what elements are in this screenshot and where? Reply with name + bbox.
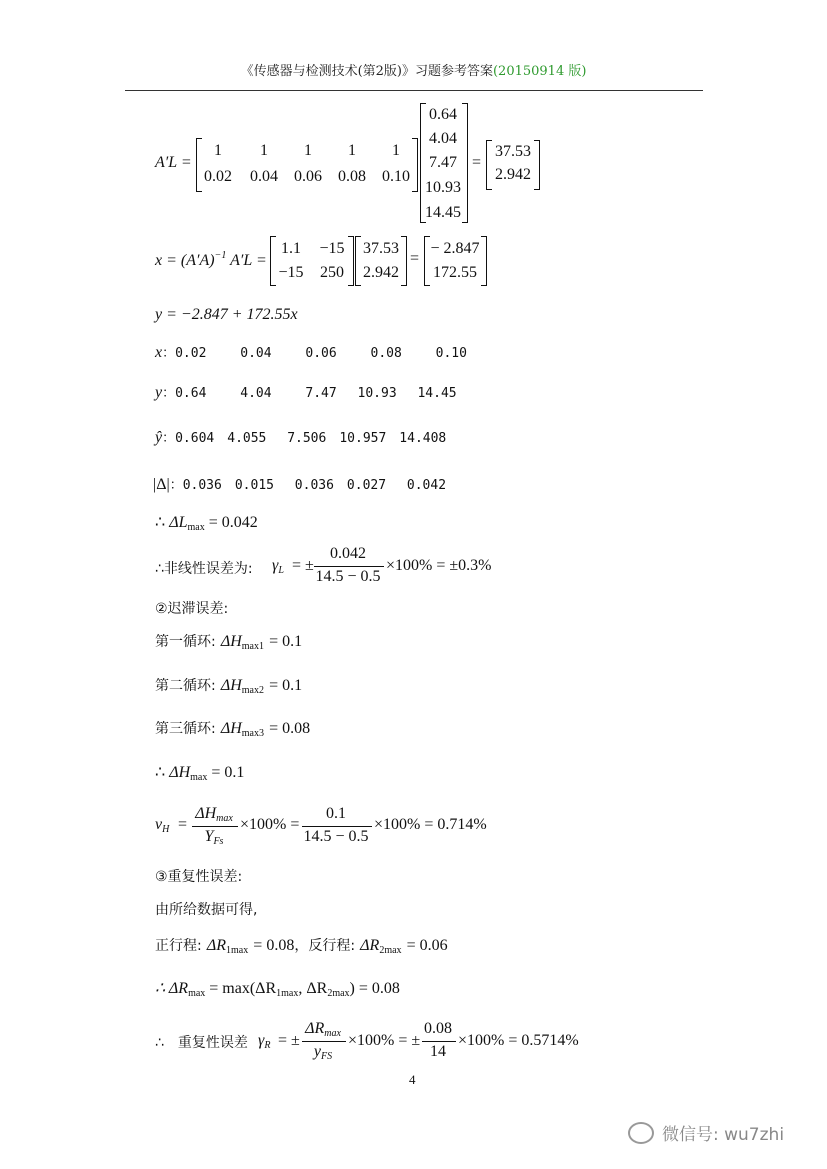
eq2-lhs2: A′L = — [230, 252, 267, 269]
row-yhat-label: ŷ — [155, 429, 163, 446]
gamma-r — [258, 1032, 270, 1051]
nu-num1-sub: max — [216, 813, 233, 824]
dh-value: = 0.1 — [211, 764, 245, 781]
repeat-den1-text: y — [313, 1043, 321, 1060]
m1-cell: 1 — [348, 142, 356, 159]
fit-line-equation: y = −2.847 + 172.55x — [155, 306, 298, 323]
m1-right-bracket — [412, 138, 418, 192]
m1-cell: 0.06 — [294, 168, 322, 185]
repeat-title: ③重复性误差: — [155, 869, 243, 885]
repeat-num1 — [300, 1020, 346, 1039]
r2-cell: − 2.847 — [430, 240, 480, 257]
row-y-label: y — [155, 384, 163, 401]
cycle-symbol: ΔH — [220, 677, 242, 694]
cycle-sub: max2 — [241, 685, 264, 696]
row-x — [155, 342, 467, 362]
m2-right-bracket — [348, 236, 354, 286]
m1-cell: 0.04 — [250, 168, 278, 185]
cycle-value: = 0.08 — [269, 720, 311, 737]
reverse-label: ，反行程: — [294, 938, 356, 954]
nu-eq: = — [178, 816, 188, 833]
therefore-symbol: ∴ — [155, 764, 166, 781]
vecL-cell: 10.93 — [425, 179, 461, 196]
cycle-sub: max3 — [241, 728, 264, 739]
nu-num2: 0.1 — [326, 805, 346, 822]
cycle-value: = 0.1 — [269, 677, 303, 694]
gamma-l-symbol: γ — [272, 557, 279, 574]
repeat-num1-sub: max — [324, 1028, 341, 1039]
forward-value: = 0.08 — [253, 937, 295, 954]
cycle-label: 第三循环: — [155, 721, 216, 737]
cycle-value: = 0.1 — [269, 633, 303, 650]
m1-cell: 1 — [214, 142, 222, 159]
m2-cell: −15 — [278, 264, 304, 281]
row-delta-values: ：0.036 0.015 0.036 0.027 0.042 — [169, 478, 447, 493]
dh-symbol: ΔH — [169, 764, 191, 781]
repeat-tail: ×100% = 0.5714% — [458, 1032, 579, 1049]
page-header — [0, 60, 827, 79]
repeat-den1 — [300, 1043, 346, 1062]
row-yhat-values: ：0.604 4.055 7.506 10.957 14.408 — [162, 431, 447, 446]
nonlinear-denominator: 14.5 − 0.5 — [315, 568, 381, 585]
repeat-den1-sub: FS — [321, 1051, 333, 1062]
row-y — [155, 382, 457, 402]
nonlinear-prefix: ∴非线性误差为: — [155, 561, 253, 577]
r2-cell: 172.55 — [433, 264, 477, 281]
header-title: 《传感器与检测技术(第2版)》习题参考答案 — [240, 64, 493, 79]
watermark-text: 微信号: wu7zhi — [662, 1125, 785, 1145]
nu-num1 — [190, 805, 238, 824]
nu-h — [155, 816, 169, 835]
r1-right-bracket — [534, 140, 540, 190]
repeat-frac2-line — [422, 1041, 456, 1042]
dl-symbol: ΔL — [169, 514, 188, 531]
header-rule — [125, 90, 703, 91]
wechat-icon — [628, 1122, 654, 1144]
r2-right-bracket — [481, 236, 487, 286]
gamma-r-symbol: γ — [258, 1032, 265, 1049]
hysteresis-title: ②迟滞误差: — [155, 601, 229, 617]
header-edition: (20150914 版) — [492, 64, 587, 79]
delta-l-max — [155, 512, 258, 533]
eq2-lhs-text: x = (A′A) — [155, 252, 215, 269]
dl-value: = 0.042 — [208, 514, 258, 531]
rmax-b: 2max — [327, 988, 350, 999]
strokes-row — [155, 935, 448, 956]
nonlinear-tail: ×100% = ±0.3% — [386, 557, 492, 574]
repeat-prefix: ∴ 重复性误差 — [155, 1035, 248, 1051]
nu-frac2-line — [302, 826, 372, 827]
nu-den1-sub: Fs — [213, 836, 224, 847]
page-number: 4 — [409, 1072, 416, 1087]
cycle-label: 第二循环: — [155, 678, 216, 694]
row-x-label: x — [155, 344, 163, 361]
repeat-num2: 0.08 — [424, 1020, 452, 1037]
nu-frac1-line — [192, 826, 238, 827]
cycle-row — [155, 675, 302, 696]
delta-h-max — [155, 762, 244, 783]
gamma-r-sub: R — [264, 1040, 271, 1051]
m2-cell: 1.1 — [281, 240, 301, 257]
r1-cell: 37.53 — [495, 143, 531, 160]
vecL-cell: 14.45 — [425, 204, 461, 221]
reverse-symbol: ΔR — [360, 937, 380, 954]
nu-num1-text: ΔH — [195, 805, 217, 822]
forward-sub: 1max — [225, 945, 249, 956]
row-delta — [153, 474, 446, 494]
repeat-mid: ×100% = ± — [348, 1032, 421, 1049]
nu-mid: ×100% = — [240, 816, 300, 833]
r-max-row — [155, 978, 400, 999]
repeat-eq-pm: = ± — [278, 1032, 300, 1049]
nu-symbol: ν — [155, 816, 163, 833]
nu-den1 — [190, 828, 238, 847]
cycle-symbol: ΔH — [220, 720, 242, 737]
m1-cell: 0.10 — [382, 168, 410, 185]
vecL-right-bracket — [462, 103, 468, 223]
m1-cell: 1 — [304, 142, 312, 159]
v2-cell: 2.942 — [363, 264, 399, 281]
row-delta-label: |Δ| — [153, 476, 170, 493]
rmax-symbol: ∴ ΔR — [155, 980, 189, 997]
forward-symbol: ΔR — [206, 937, 226, 954]
m2-cell: −15 — [319, 240, 345, 257]
nu-den1-text: Y — [204, 828, 214, 845]
rmax-mid: , ΔR — [298, 980, 328, 997]
cycle-sub: max1 — [241, 641, 264, 652]
dh-sub: max — [190, 772, 208, 783]
rmax-sub: max — [188, 988, 206, 999]
eq2-lhs — [155, 250, 267, 270]
forward-label: 正行程: — [155, 938, 202, 954]
row-y-values: ：0.64 4.04 7.47 10.93 14.45 — [162, 386, 457, 401]
repeat-den2: 14 — [430, 1043, 446, 1060]
nonlinear-numerator: 0.042 — [330, 545, 366, 562]
vecL-cell: 4.04 — [429, 130, 457, 147]
repeat-frac1-line — [302, 1041, 346, 1042]
gamma-l-sub: L — [278, 565, 284, 576]
m2-cell: 250 — [320, 264, 344, 281]
rmax-rest: = max(ΔR — [209, 980, 277, 997]
m1-cell: 0.02 — [204, 168, 232, 185]
eq1-lhs: A′L = — [155, 154, 192, 171]
eq1-equals: = — [472, 154, 482, 171]
m1-cell: 1 — [392, 142, 400, 159]
nonlinear-eq: = ± — [292, 557, 314, 574]
cycle-symbol: ΔH — [220, 633, 242, 650]
reverse-sub: 2max — [379, 945, 402, 956]
vecL-cell: 0.64 — [429, 106, 457, 123]
reverse-value: = 0.06 — [406, 937, 448, 954]
m1-cell: 1 — [260, 142, 268, 159]
vecL-cell: 7.47 — [429, 154, 457, 171]
watermark — [628, 1120, 784, 1145]
nu-tail: ×100% = 0.714% — [374, 816, 487, 833]
nu-sub: H — [162, 824, 170, 835]
cycle-row — [155, 718, 310, 739]
eq2-equals: = — [410, 250, 420, 267]
eq2-sup: −1 — [214, 250, 227, 261]
cycle-label: 第一循环: — [155, 634, 216, 650]
m1-cell: 0.08 — [338, 168, 366, 185]
cycle-row — [155, 631, 302, 652]
nonlinear-fraction-line — [314, 566, 384, 567]
gamma-l — [272, 557, 284, 576]
therefore-symbol: ∴ — [155, 514, 166, 531]
r1-cell: 2.942 — [495, 166, 531, 183]
row-yhat — [155, 427, 446, 447]
repeat-num1-text: ΔR — [305, 1020, 325, 1037]
repeat-intro: 由所给数据可得, — [155, 902, 258, 918]
dl-sub: max — [187, 522, 205, 533]
row-x-values: ：0.02 0.04 0.06 0.08 0.10 — [162, 346, 467, 361]
v2-cell: 37.53 — [363, 240, 399, 257]
rmax-a: 1max — [276, 988, 299, 999]
v2-right-bracket — [401, 236, 407, 286]
rmax-end: ) = 0.08 — [349, 980, 400, 997]
nu-den2: 14.5 − 0.5 — [303, 828, 369, 845]
